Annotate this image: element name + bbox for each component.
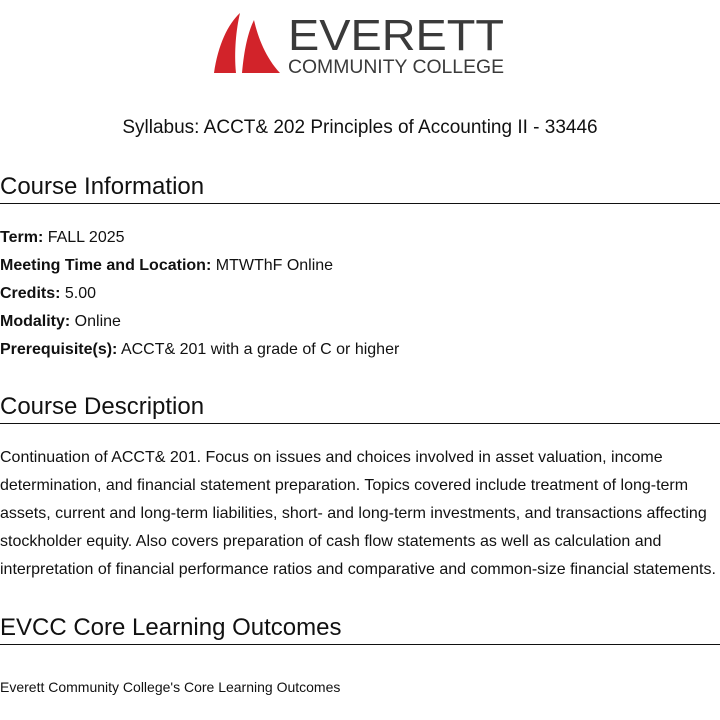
info-label: Credits:	[0, 285, 61, 302]
logo-wordmark-line2: COMMUNITY COLLEGE	[288, 57, 504, 76]
info-value: Online	[74, 313, 121, 330]
info-label: Prerequisite(s):	[0, 341, 118, 358]
info-row-credits	[0, 280, 720, 308]
core-learning-outcomes-section	[0, 613, 720, 697]
syllabus-title: Syllabus: ACCT& 202 Principles of Accounting II - 33446	[122, 117, 598, 138]
course-information-heading: Course Information	[0, 172, 720, 204]
core-learning-outcomes-link[interactable]: Everett Community College's Core Learning Outcomes	[0, 679, 341, 695]
info-value: ACCT& 201 with a grade of C or higher	[120, 341, 400, 358]
info-row-term	[0, 224, 720, 252]
info-row-meeting-time	[0, 252, 720, 280]
page-header	[0, 0, 720, 100]
course-description-heading: Course Description	[0, 392, 720, 424]
course-information-section	[0, 172, 720, 364]
info-label: Modality:	[0, 313, 71, 330]
course-description-section	[0, 392, 720, 584]
info-row-modality	[0, 308, 720, 336]
logo-wordmark-line1: EVERETT	[288, 11, 504, 60]
course-description-text: Continuation of ACCT& 201. Focus on issues and choices involved in asset valuation, income determination, and financial statement preparation. Topics covered include treatment of long-term assets, current and long-term liabilities, short- and long-term investments, and transactions affecting stockholder equity. Also covers preparation of cash flow statements as well as calculation and interpretation of financial performance ratios and comparative and common-size financial statements.	[0, 449, 716, 578]
college-logo	[212, 10, 508, 76]
info-label: Term:	[0, 229, 44, 246]
info-value: FALL 2025	[47, 229, 125, 246]
logo-sails-icon	[214, 13, 280, 73]
core-learning-outcomes-heading: EVCC Core Learning Outcomes	[0, 613, 720, 645]
info-value: 5.00	[64, 285, 97, 302]
info-row-prerequisites	[0, 336, 720, 364]
info-label: Meeting Time and Location:	[0, 257, 212, 274]
course-info-list	[0, 224, 720, 364]
info-value: MTWThF Online	[215, 257, 334, 274]
